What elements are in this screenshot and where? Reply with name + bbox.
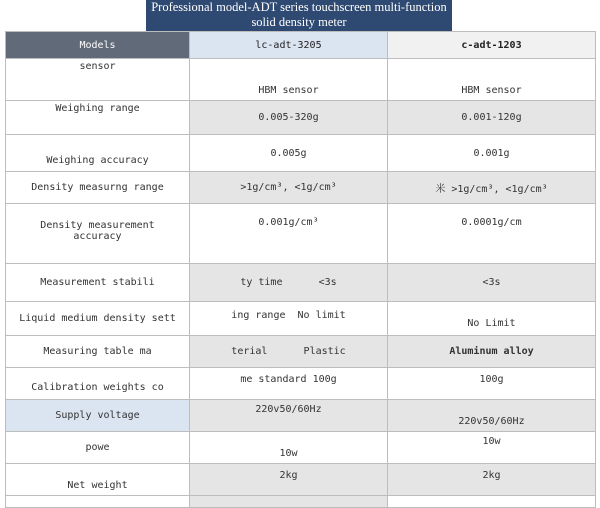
row-value-a: terial Plastic [190,336,388,368]
row-value-a: 10w [190,432,388,464]
table-row [6,59,596,101]
header-model-b-label: c-adt-1203 [461,39,522,51]
row-empty-cell [6,496,190,508]
row-value-b: 220v50/60Hz [388,400,596,432]
table-row [6,172,596,204]
table-row [6,204,596,264]
header-models: Models [6,32,190,59]
table-row [6,264,596,302]
row-empty-cell [388,496,596,508]
row-value-a: 220v50/60Hz [190,400,388,432]
row-value-a: ty time <3s [190,264,388,302]
row-value-b: 10w [388,432,596,464]
row-value-a: 2kg [190,464,388,496]
row-label: Weighing accuracy [6,135,190,172]
row-label: Liquid medium density sett [6,302,190,336]
row-label: Density measurng range [6,172,190,204]
row-value-b: 100g [388,368,596,400]
page-title: Professional model-ADT series touchscreen multi-function solid density meter [146,0,452,31]
row-value-b: 0.0001g/cm [388,204,596,264]
row-value-b: No Limit [388,302,596,336]
row-value-b: 0.001g [388,135,596,172]
row-value-a: 0.005g [190,135,388,172]
table-row-partial [6,496,596,508]
row-value-a: me standard 100g [190,368,388,400]
table-row [6,464,596,496]
table-row [6,400,596,432]
row-value-b: 米 >1g/cm³, <1g/cm³ [388,172,596,204]
row-label: Measurement stabili [6,264,190,302]
row-value-b: HBM sensor [388,59,596,101]
table-row [6,336,596,368]
row-label: Net weight [6,464,190,496]
row-value-b: <3s [388,264,596,302]
spec-table [5,31,596,508]
row-value-b: 2kg [388,464,596,496]
row-label: Density measurement accuracy [6,204,190,264]
row-label: powe [6,432,190,464]
row-label: Weighing range [6,101,190,135]
row-value-b: Aluminum alloy [388,336,596,368]
row-label: Supply voltage [6,400,190,432]
row-empty-cell [190,496,388,508]
table-header-row [6,32,596,59]
row-value-a: 0.005-320g [190,101,388,135]
table-row [6,368,596,400]
row-value-a: >1g/cm³, <1g/cm³ [190,172,388,204]
row-value-a: HBM sensor [190,59,388,101]
row-label: sensor [6,59,190,101]
header-model-a: lc-adt-3205 [190,32,388,59]
table-row [6,432,596,464]
table-row [6,302,596,336]
header-model-b [388,32,596,59]
row-label: Calibration weights co [6,368,190,400]
table-row [6,101,596,135]
table-row [6,135,596,172]
row-label: Measuring table ma [6,336,190,368]
row-value-a: 0.001g/cm³ [190,204,388,264]
row-value-b: 0.001-120g [388,101,596,135]
row-value-a: ing range No limit [190,302,388,336]
